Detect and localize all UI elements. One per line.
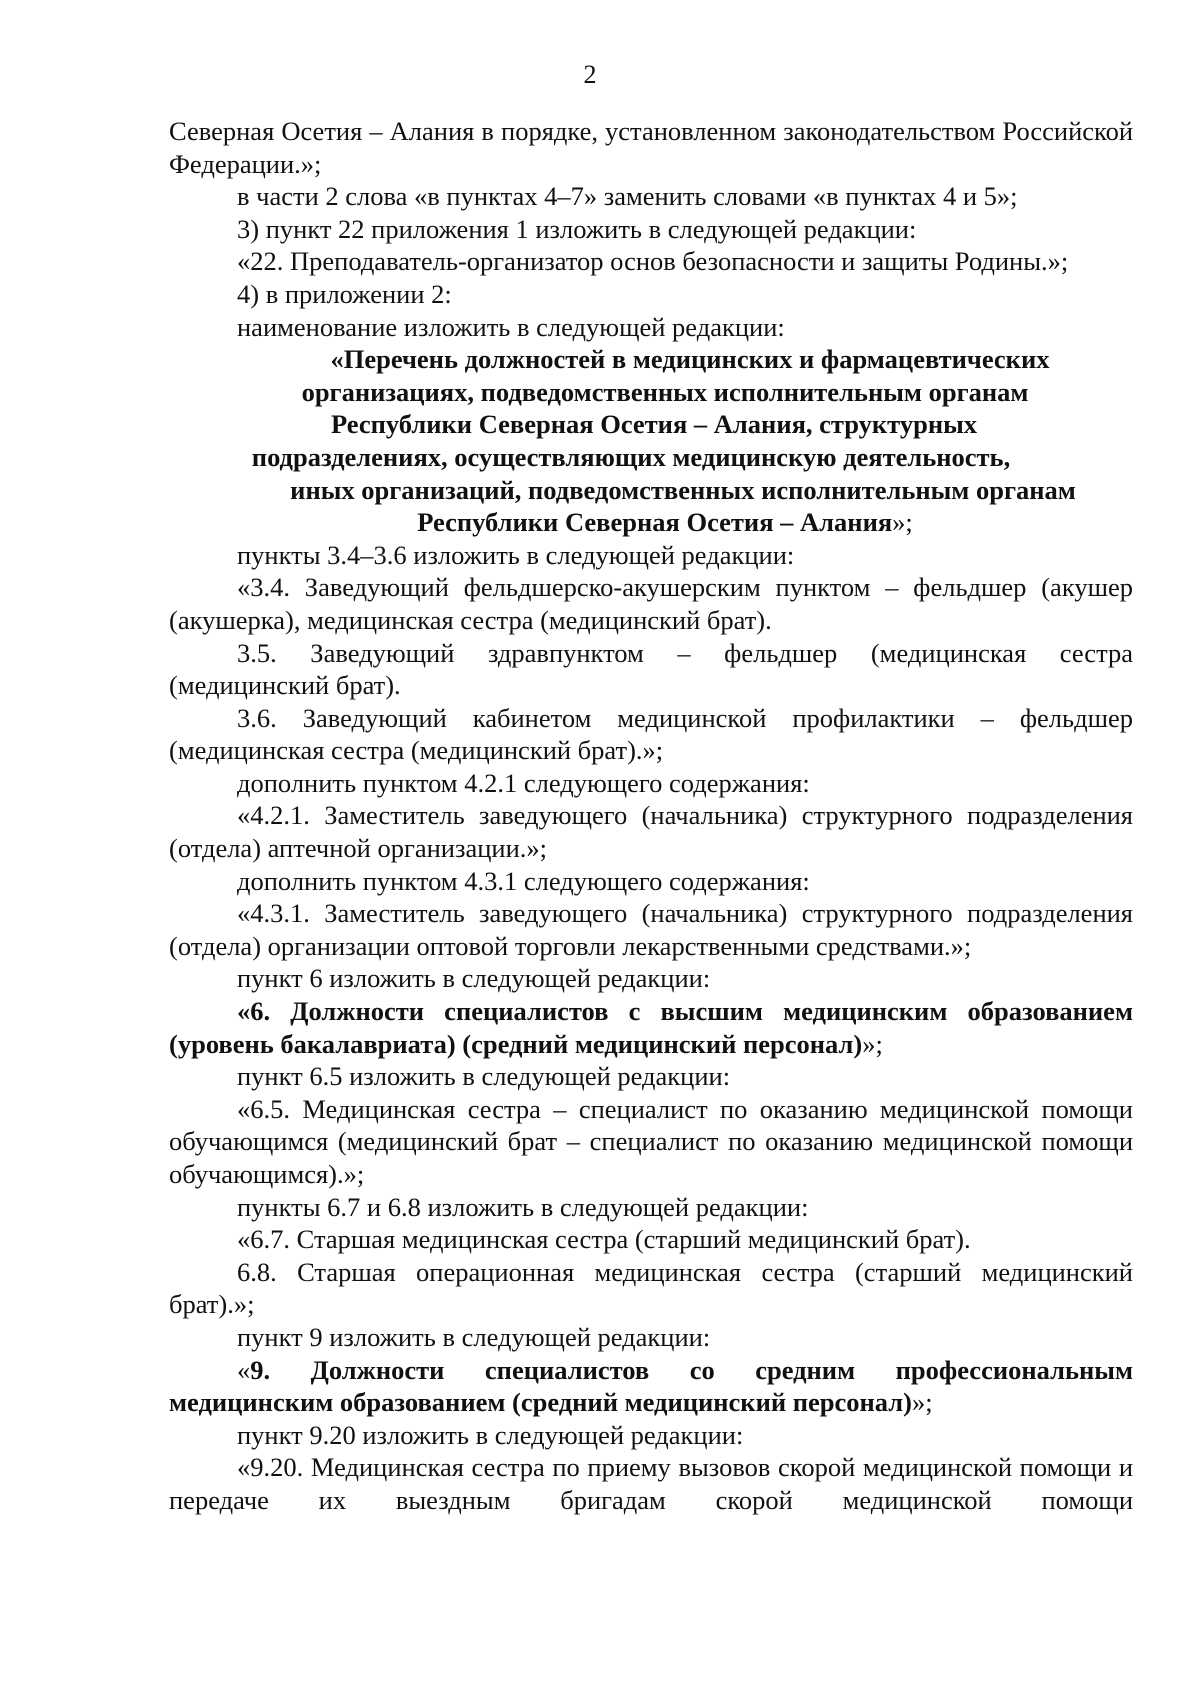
bold-suffix: »; xyxy=(862,1028,883,1059)
paragraph: наименование изложить в следующей редакции: xyxy=(237,311,785,342)
title-text: Республики Северная Осетия – Алания xyxy=(417,507,893,538)
paragraph: пункты 3.4–3.6 изложить в следующей редакции: xyxy=(237,539,795,570)
paragraph: «6.7. Старшая медицинская сестра (старший медицинский брат). xyxy=(237,1224,971,1255)
paragraph: пункт 9.20 изложить в следующей редакции: xyxy=(237,1419,744,1450)
paragraph: «9.20. Медицинская сестра по приему вызовов скорой медицинской помощи и передаче их выездным бригадам скорой медицинской помощи xyxy=(169,1452,1133,1515)
paragraph: дополнить пунктом 4.3.1 следующего содержания: xyxy=(237,865,810,896)
title-line: организациях, подведомственных исполнительным органам xyxy=(301,376,1029,407)
title-line-last xyxy=(169,506,1133,539)
paragraph: пункты 6.7 и 6.8 изложить в следующей редакции: xyxy=(237,1191,809,1222)
paragraph: «22. Преподаватель-организатор основ безопасности и защиты Родины.»; xyxy=(237,246,1069,277)
paragraph: пункт 6 изложить в следующей редакции: xyxy=(237,963,711,994)
title-line: подразделениях, осуществляющих медицинскую деятельность, xyxy=(251,441,1011,472)
paragraph: пункт 9 изложить в следующей редакции: xyxy=(237,1321,711,1352)
paragraph: «4.2.1. Заместитель заведующего (начальника) структурного подразделения (отдела) аптечной организации.»; xyxy=(169,800,1133,864)
bold-text: 9. Должности специалистов со средним профессиональным медицинским образованием (средний медицинский персонал) xyxy=(169,1354,1133,1418)
paragraph: «4.3.1. Заместитель заведующего (начальника) структурного подразделения (отдела) организации оптовой торговли лекарственными средствами.»; xyxy=(169,898,1133,961)
paragraph: 3) пункт 22 приложения 1 изложить в следующей редакции: xyxy=(237,213,917,244)
paragraph: пункт 6.5 изложить в следующей редакции: xyxy=(237,1061,731,1092)
paragraph: в части 2 слова «в пунктах 4–7» заменить словами «в пунктах 4 и 5»; xyxy=(237,181,1018,212)
paragraph: «3.4. Заведующий фельдшерско-акушерским пунктом – фельдшер (акушер (акушерка), медицинская сестра (медицинский брат). xyxy=(169,572,1133,635)
bold-open: « xyxy=(237,1354,251,1385)
paragraph: 3.5. Заведующий здравпунктом – фельдшер (медицинская сестра (медицинский брат). xyxy=(169,637,1133,701)
paragraph: Северная Осетия – Алания в порядке, установленном законодательством Российской Федерации.»; xyxy=(169,116,1133,179)
bold-suffix: »; xyxy=(911,1387,933,1418)
paragraph: дополнить пунктом 4.2.1 следующего содержания: xyxy=(237,767,810,798)
document-body xyxy=(169,115,1133,1517)
list-title xyxy=(169,343,1133,539)
title-line: Республики Северная Осетия – Алания, структурных xyxy=(330,409,978,440)
paragraph: 4) в приложении 2: xyxy=(237,278,452,309)
bold-text: «6. Должности специалистов с высшим медицинским образованием (уровень бакалавриата) (средний медицинский персонал) xyxy=(169,996,1133,1059)
paragraph: «6.5. Медицинская сестра – специалист по оказанию медицинской помощи обучающимся (медицинский брат – специалист по оказанию медицинской помощи обучающимся).»; xyxy=(169,1093,1133,1189)
bold-paragraph-6 xyxy=(169,995,1133,1060)
title-line: «Перечень должностей в медицинских и фармацевтических xyxy=(330,344,1050,375)
bold-paragraph-9 xyxy=(169,1354,1133,1419)
page-number: 2 xyxy=(583,60,597,89)
title-suffix: »; xyxy=(892,507,913,538)
title-line: иных организаций, подведомственных исполнительным органам xyxy=(290,474,1076,505)
paragraph: 6.8. Старшая операционная медицинская сестра (старший медицинский брат).»; xyxy=(169,1256,1133,1320)
paragraph: 3.6. Заведующий кабинетом медицинской профилактики – фельдшер (медицинская сестра (медицинский брат).»; xyxy=(169,702,1133,766)
